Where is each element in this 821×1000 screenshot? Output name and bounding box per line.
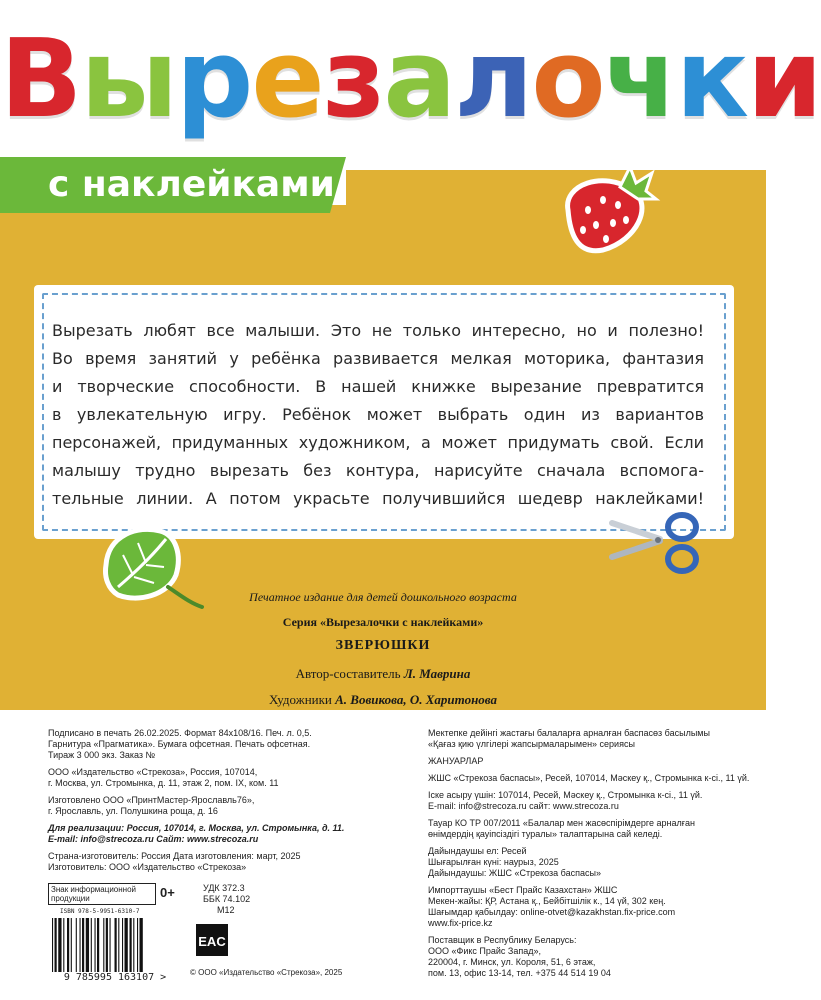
imprint-line: өнімдердің қауіпсіздігі туралы» талаптарына сай келеді. [428, 829, 663, 839]
title-letter: е [251, 17, 323, 142]
barcode-bar [118, 918, 119, 972]
artists-names: А. Вовикова, О. Харитонова [335, 692, 497, 707]
imprint-line: www.fix-price.kz [428, 918, 493, 928]
title-letter: з [322, 17, 384, 142]
cover-title [0, 17, 821, 142]
scissors-icon [610, 505, 702, 577]
barcode-bar [86, 918, 89, 972]
imprint-line: г. Ярославль, ул. Полушкина роща, д. 16 [48, 806, 218, 816]
imprint-line: Страна-изготовитель: Россия Дата изготовления: март, 2025 [48, 851, 301, 861]
barcode-bar [95, 918, 96, 972]
imprint-line: Шағымдар қабылдау: online-otvet@kazakhstan.fix-price.com [428, 907, 676, 917]
imprint-line: Тауар КО ТР 007/2011 «Балалар мен жасөспірімдерге арналған [428, 818, 695, 828]
age-rating-label: Знак информационной продукции [48, 883, 156, 905]
barcode-bar [133, 918, 134, 972]
description-line: Вырезать любят все малыши. Это не только интересно, но и полезно! [52, 321, 704, 340]
imprint-line: Поставщик в Республику Беларусь: [428, 935, 577, 945]
classification-codes [203, 883, 250, 916]
barcode-bar [106, 918, 108, 972]
imprint-kazakh [428, 728, 748, 979]
barcode-bar [140, 918, 143, 972]
title-letter: а [383, 17, 455, 142]
mustard-band-top [346, 170, 766, 210]
eac-mark: EAC [198, 934, 226, 949]
barcode-bar [115, 918, 117, 972]
title-letter: к [675, 17, 747, 142]
imprint-line: Гарнитура «Прагматика». Бумага офсетная. Печать офсетная. [48, 739, 311, 749]
imprint-line: Дайындаушы ел: Ресей [428, 846, 527, 856]
description-line: малышу трудно вырезать без контура, нарисуйте сначала вспомога- [52, 461, 704, 480]
barcode-bar [71, 918, 72, 972]
imprint-line: г. Москва, ул. Стромынка, д. 11, этаж 2, пом. IX, ком. 11 [48, 778, 279, 788]
imprint-line: ООО «Фикс Прайс Запад», [428, 946, 542, 956]
imprint-line: ЖАНУАРЛАР [428, 756, 484, 766]
artists-label: Художники [269, 692, 332, 707]
description-line: и творческие способности. В нашей книжке вырезание превратится [52, 377, 704, 396]
barcode-bar [52, 918, 53, 972]
cover-subtitle: с наклейками [48, 164, 335, 205]
author-line [0, 666, 766, 682]
book-title: ЗВЕРЮШКИ [335, 638, 431, 653]
imprint-line: Дайындаушы: ЖШС «Стрекоза баспасы» [428, 868, 601, 878]
author-name: Л. Маврина [403, 666, 471, 681]
title-letter: и [747, 17, 821, 142]
barcode-bar [80, 918, 81, 972]
barcode-bar [103, 918, 104, 972]
imprint-line: Іске асыру үшін: 107014, Ресей, Мәскеу қ., Стромынка к-сі., 11 үй. [428, 790, 703, 800]
barcode-bar [58, 918, 61, 972]
imprint-line: Подписано в печать 26.02.2025. Формат 84x108/16. Печ. л. 0,5. [48, 728, 312, 738]
title-letter: о [531, 17, 604, 142]
barcode-bar [91, 918, 92, 972]
author-mark: М12 [217, 905, 235, 915]
barcode-bar [63, 918, 64, 972]
imprint-line: Тираж 3 000 экз. Заказ № [48, 750, 156, 760]
title-letter: ы [80, 17, 176, 142]
imprint-line: ЖШС «Стрекоза баспасы», Ресей, 107014, Мәскеу қ., Стромынка к-сі., 11 үй. [428, 773, 750, 783]
imprint-line: 220004, г. Минск, ул. Короля, 51, 6 этаж, [428, 957, 596, 967]
description-text [52, 317, 704, 513]
title-letter: р [176, 17, 252, 142]
title-letter: л [454, 17, 532, 142]
imprint-russian [48, 728, 388, 873]
edition-note: Печатное издание для детей дошкольного возраста [249, 590, 517, 604]
barcode-bar [97, 918, 99, 972]
barcode-bar [82, 918, 84, 972]
imprint-line: Изготовлено ООО «ПринтМастер-Ярославль76», [48, 795, 255, 805]
imprint-line: Шығарылған күні: наурыз, 2025 [428, 857, 559, 867]
description-line: Во время занятий у ребёнка развивается мелкая моторика, фантазия [52, 349, 704, 368]
imprint-line: E-mail: info@strecoza.ru сайт: www.strecoza.ru [428, 801, 619, 811]
imprint-line: «Қағаз қию үлгілері жапсырмаларымен» сериясы [428, 739, 635, 749]
imprint-line: E-mail: info@strecoza.ru Сайт: www.strecoza.ru [48, 834, 259, 844]
barcode-bar [55, 918, 57, 972]
imprint-line: Мектепке дейінгі жастағы балаларға арналған баспасөз басылымы [428, 728, 710, 738]
bbk-code: ББК 74.102 [203, 894, 251, 904]
series-name: Серия «Вырезалочки с наклейками» [282, 615, 484, 629]
eac-certification-icon [196, 924, 228, 956]
barcode-bar [67, 918, 69, 972]
barcode-bar [110, 918, 111, 972]
age-rating: 0+ [160, 885, 175, 900]
imprint-line: Для реализации: Россия, 107014, г. Москва, ул. Стромынка, д. 11. [48, 823, 345, 833]
copyright: © ООО «Издательство «Стрекоза», 2025 [190, 968, 343, 977]
isbn-text: ISBN 978-5-9951-6310-7 [60, 908, 140, 915]
barcode-bar [125, 918, 128, 972]
imprint-line: Мекен-жайы: ҚР, Астана қ., Бейбітшілік к., 14 үй, 302 кең. [428, 896, 666, 906]
barcode-bar [76, 918, 77, 972]
strawberry-icon [558, 165, 658, 255]
imprint-line: Изготовитель: ООО «Издательство «Стрекоза» [48, 862, 247, 872]
description-line: тельные линии. А потом украсьте получившийся шедевр наклейками! [52, 489, 704, 508]
description-line: в увлекательную игру. Ребёнок может выбрать один из вариантов [52, 405, 704, 424]
title-letter: ч [603, 17, 676, 142]
artists-line [0, 692, 766, 708]
barcode-number: 9 785995 163107 > [48, 972, 182, 983]
imprint-line: Импорттаушы «Бест Прайс Казахстан» ЖШС [428, 885, 618, 895]
barcode-bar [137, 918, 138, 972]
barcode-bar [130, 918, 132, 972]
author-label: Автор-составитель [295, 666, 401, 681]
description-line: персонажей, придуманных художником, а может придумать свой. Если [52, 433, 704, 452]
imprint-line: пом. 13, офис 13-14, тел. +375 44 514 19 04 [428, 968, 611, 978]
udk-code: УДК 372.3 [203, 883, 245, 893]
barcode-bar [122, 918, 123, 972]
title-letter: В [0, 17, 81, 142]
imprint-line: ООО «Издательство «Стрекоза», Россия, 107014, [48, 767, 258, 777]
